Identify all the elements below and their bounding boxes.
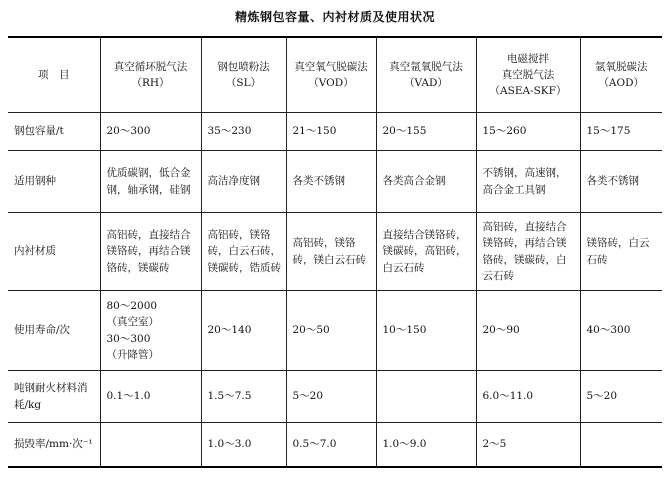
table-cell: 6.0～11.0: [476, 371, 580, 423]
table-cell: 10～150: [376, 291, 476, 371]
column-header-line: 真空循环脱气法: [113, 60, 188, 73]
column-header-line: （VAD）: [404, 77, 448, 89]
table-cell: 直接结合镁铬砖，镁碳砖，高铝砖，白云石砖: [376, 213, 476, 291]
column-header-line: 真空氩氧脱气法: [389, 60, 463, 73]
table-cell: [100, 423, 201, 467]
column-header-line: 钢包喷粉法: [217, 60, 270, 73]
table-cell: 5～20: [580, 371, 662, 423]
table-cell: 20～155: [376, 113, 476, 151]
column-header-line: 氩氧脱碳法: [595, 60, 648, 73]
table-cell: 优质碳钢，低合金钢，轴承钢，硅钢: [100, 151, 201, 213]
table-cell: 高铝砖，直接结合镁铬砖，再结合镁铬砖，镁碳砖，白云石砖: [476, 213, 580, 291]
column-header: [376, 37, 476, 113]
table-cell: 高铝砖，镁铬砖，白云石砖，镁碳砖，锆质砖: [201, 213, 286, 291]
table-row: [8, 423, 662, 467]
row-label: 钢包容量/t: [8, 113, 100, 151]
header-row: [8, 37, 662, 113]
column-header: [8, 37, 100, 113]
table-cell: 20～140: [201, 291, 286, 371]
table-row: [8, 291, 662, 371]
column-header: [580, 37, 662, 113]
table-cell: 20～90: [476, 291, 580, 371]
table-cell: 15～175: [580, 113, 662, 151]
table-cell: 15～260: [476, 113, 580, 151]
table-cell: 80～2000 （真空室） 30～300 （升降管）: [100, 291, 201, 371]
table-cell: 高洁净度钢: [201, 151, 286, 213]
table-cell: 0.5～7.0: [286, 423, 376, 467]
refining-ladle-table: [8, 36, 662, 468]
column-header-line: （VOD）: [308, 77, 354, 89]
table-cell: 1.5～7.5: [201, 371, 286, 423]
row-label: 损毁率/mm·次⁻¹: [8, 423, 100, 467]
table-cell: 各类不锈钢: [580, 151, 662, 213]
table-cell: 2～5: [476, 423, 580, 467]
column-header: [476, 37, 580, 113]
table-cell: 21～150: [286, 113, 376, 151]
table-cell: 5～20: [286, 371, 376, 423]
table-cell: 1.0～9.0: [376, 423, 476, 467]
table-row: [8, 151, 662, 213]
table-title: 精炼钢包容量、内衬材质及使用状况: [234, 10, 435, 24]
table-cell: 35～230: [201, 113, 286, 151]
row-label: 吨钢耐火材料消耗/kg: [8, 371, 100, 423]
table-cell: 20～300: [100, 113, 201, 151]
table-body: [8, 113, 662, 467]
table-row: [8, 113, 662, 151]
column-header-line: （AOD）: [598, 77, 645, 89]
column-header: [100, 37, 201, 113]
table-cell: 不锈钢，高速钢，高合金工具钢: [476, 151, 580, 213]
column-header: [286, 37, 376, 113]
table-cell: 各类不锈钢: [286, 151, 376, 213]
table-row: [8, 213, 662, 291]
table-row: [8, 371, 662, 423]
table-cell: [376, 371, 476, 423]
column-header-line: （SL）: [225, 77, 262, 89]
row-label: 使用寿命/次: [8, 291, 100, 371]
column-header: [201, 37, 286, 113]
column-header-line: 项 目: [38, 68, 70, 81]
column-header-line: 真空氧气脱碳法: [294, 60, 368, 73]
column-header-line: 电磁搅拌: [507, 52, 549, 65]
table-cell: 高铝砖，直接结合镁铬砖，再结合镁铬砖，镁碳砖: [100, 213, 201, 291]
column-header-line: （RH）: [131, 77, 170, 89]
table-cell: 20～50: [286, 291, 376, 371]
table-cell: 高铝砖，镁铬砖，镁白云石砖: [286, 213, 376, 291]
column-header-line: （ASEA-SKF）: [489, 85, 567, 98]
table-cell: 镁铬砖，白云石砖: [580, 213, 662, 291]
row-label: 适用钢种: [8, 151, 100, 213]
column-header-line: 真空脱气法: [501, 68, 555, 81]
row-label: 内衬材质: [8, 213, 100, 291]
table-cell: 0.1～1.0: [100, 371, 201, 423]
table-cell: 1.0～3.0: [201, 423, 286, 467]
table-cell: 各类高合金钢: [376, 151, 476, 213]
table-cell: 40～300: [580, 291, 662, 371]
table-cell: [580, 423, 662, 467]
